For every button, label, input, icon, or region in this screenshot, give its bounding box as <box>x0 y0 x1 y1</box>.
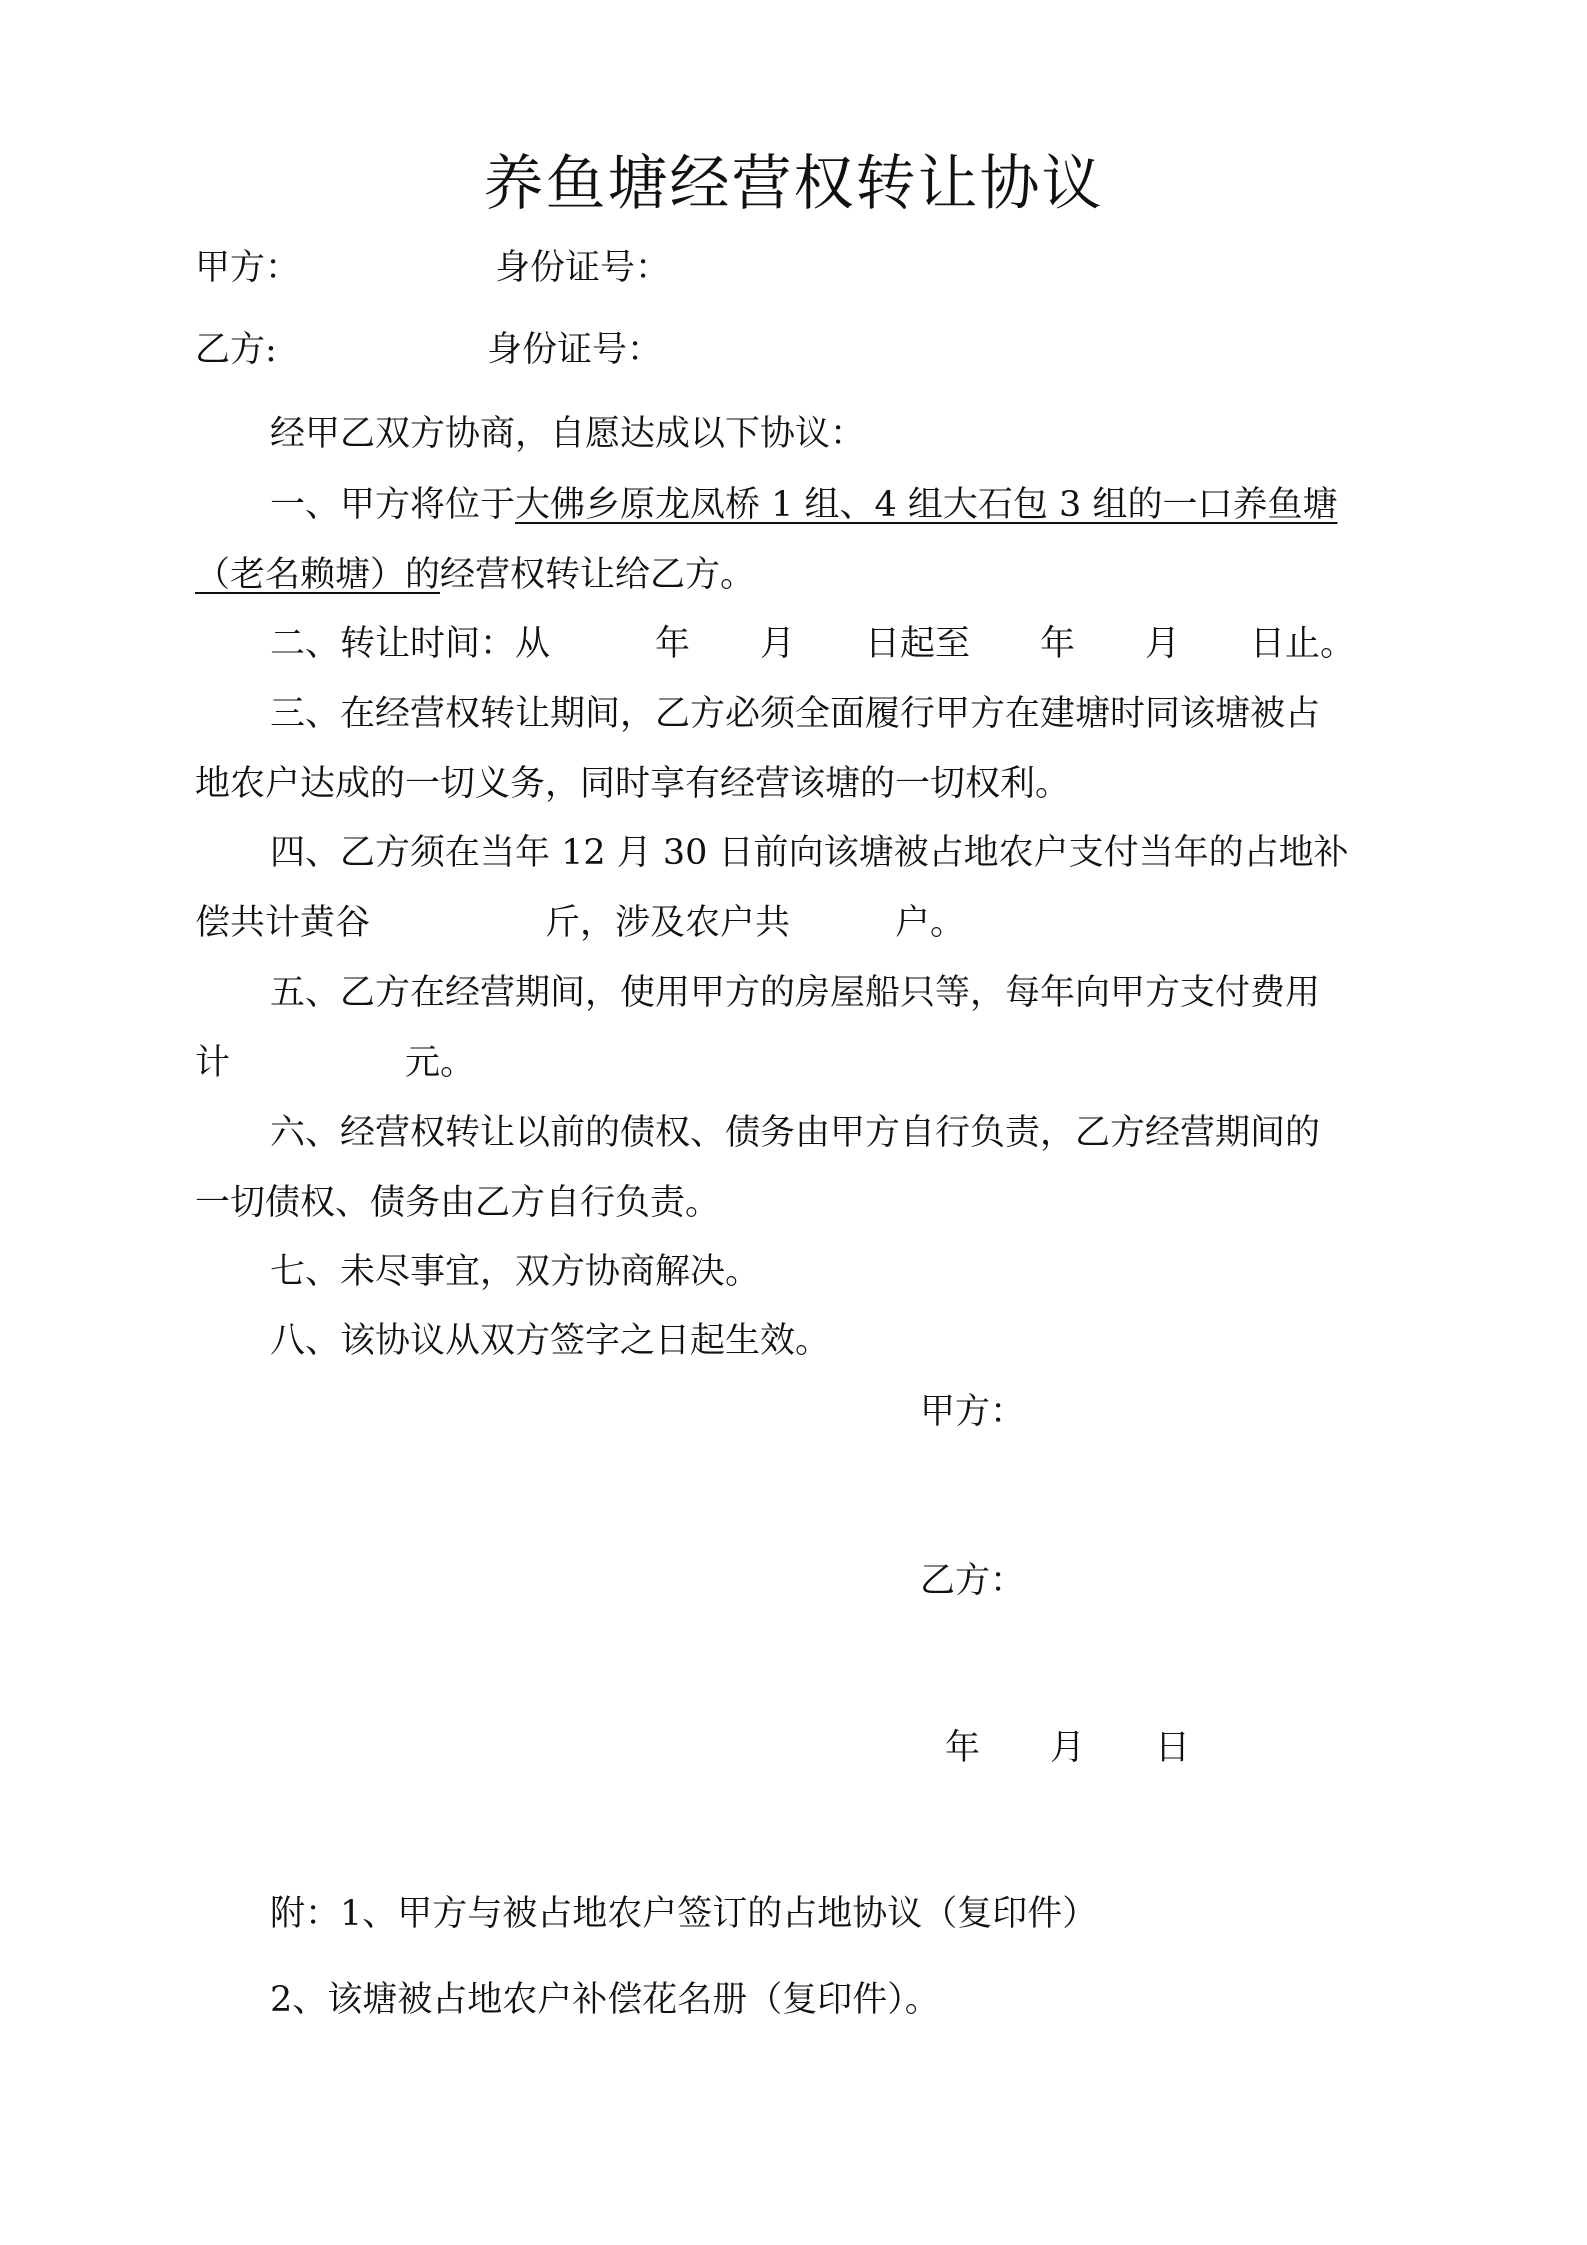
clause-8: 八、该协议从双方签字之日起生效。 <box>270 1321 831 1361</box>
document-title: 养鱼塘经营权转让协议 <box>483 149 1104 219</box>
intro-text: 经甲乙双方协商，自愿达成以下协议： <box>270 414 866 454</box>
attachment-2: 2、该塘被占地农户补偿花名册（复印件）。 <box>270 1980 940 2020</box>
clause-1-line-1 <box>270 482 1337 528</box>
clause-6-line-2: 一切债权、债务由乙方自行负责。 <box>195 1183 721 1223</box>
party-b-id-label: 身份证号： <box>487 330 663 370</box>
clause-4-line-2: 偿共计黄谷 斤，涉及农户共 户。 <box>195 903 966 943</box>
signature-date: 年 月 日 <box>945 1728 1191 1768</box>
clause-1-suffix: 经营权转让给乙方。 <box>440 555 756 595</box>
party-b-label: 乙方: <box>195 330 277 370</box>
clause-5-line-1: 五、乙方在经营期间，使用甲方的房屋船只等，每年向甲方支付费用 <box>270 973 1321 1013</box>
party-a-label: 甲方： <box>195 248 301 288</box>
clause-7: 七、未尽事宜，双方协商解决。 <box>270 1252 761 1292</box>
signature-party-a: 甲方： <box>920 1392 1026 1432</box>
pond-location: 大佛乡原龙凤桥 1 组、4 组大石包 3 组的一口养鱼塘 <box>515 485 1338 525</box>
pond-old-name: （老名赖塘）的 <box>195 555 441 595</box>
clause-2: 二、转让时间：从 年 月 日起至 年 月 日止。 <box>270 624 1356 664</box>
clause-1-line-2 <box>195 552 755 598</box>
clause-3-line-1: 三、在经营权转让期间，乙方必须全面履行甲方在建塘时同该塘被占 <box>270 694 1321 734</box>
clause-5-line-2: 计 元。 <box>195 1043 476 1083</box>
clause-1-prefix: 一、甲方将位于 <box>270 485 516 525</box>
signature-party-b: 乙方： <box>920 1561 1026 1601</box>
attachment-1: 附：1、甲方与被占地农户签订的占地协议（复印件） <box>270 1894 1098 1934</box>
clause-4-line-1: 四、乙方须在当年 12 月 30 日前向该塘被占地农户支付当年的占地补 <box>270 833 1349 873</box>
party-a-id-label: 身份证号： <box>495 248 671 288</box>
clause-6-line-1: 六、经营权转让以前的债权、债务由甲方自行负责，乙方经营期间的 <box>270 1113 1321 1153</box>
clause-3-line-2: 地农户达成的一切义务，同时享有经营该塘的一切权利。 <box>195 764 1071 804</box>
